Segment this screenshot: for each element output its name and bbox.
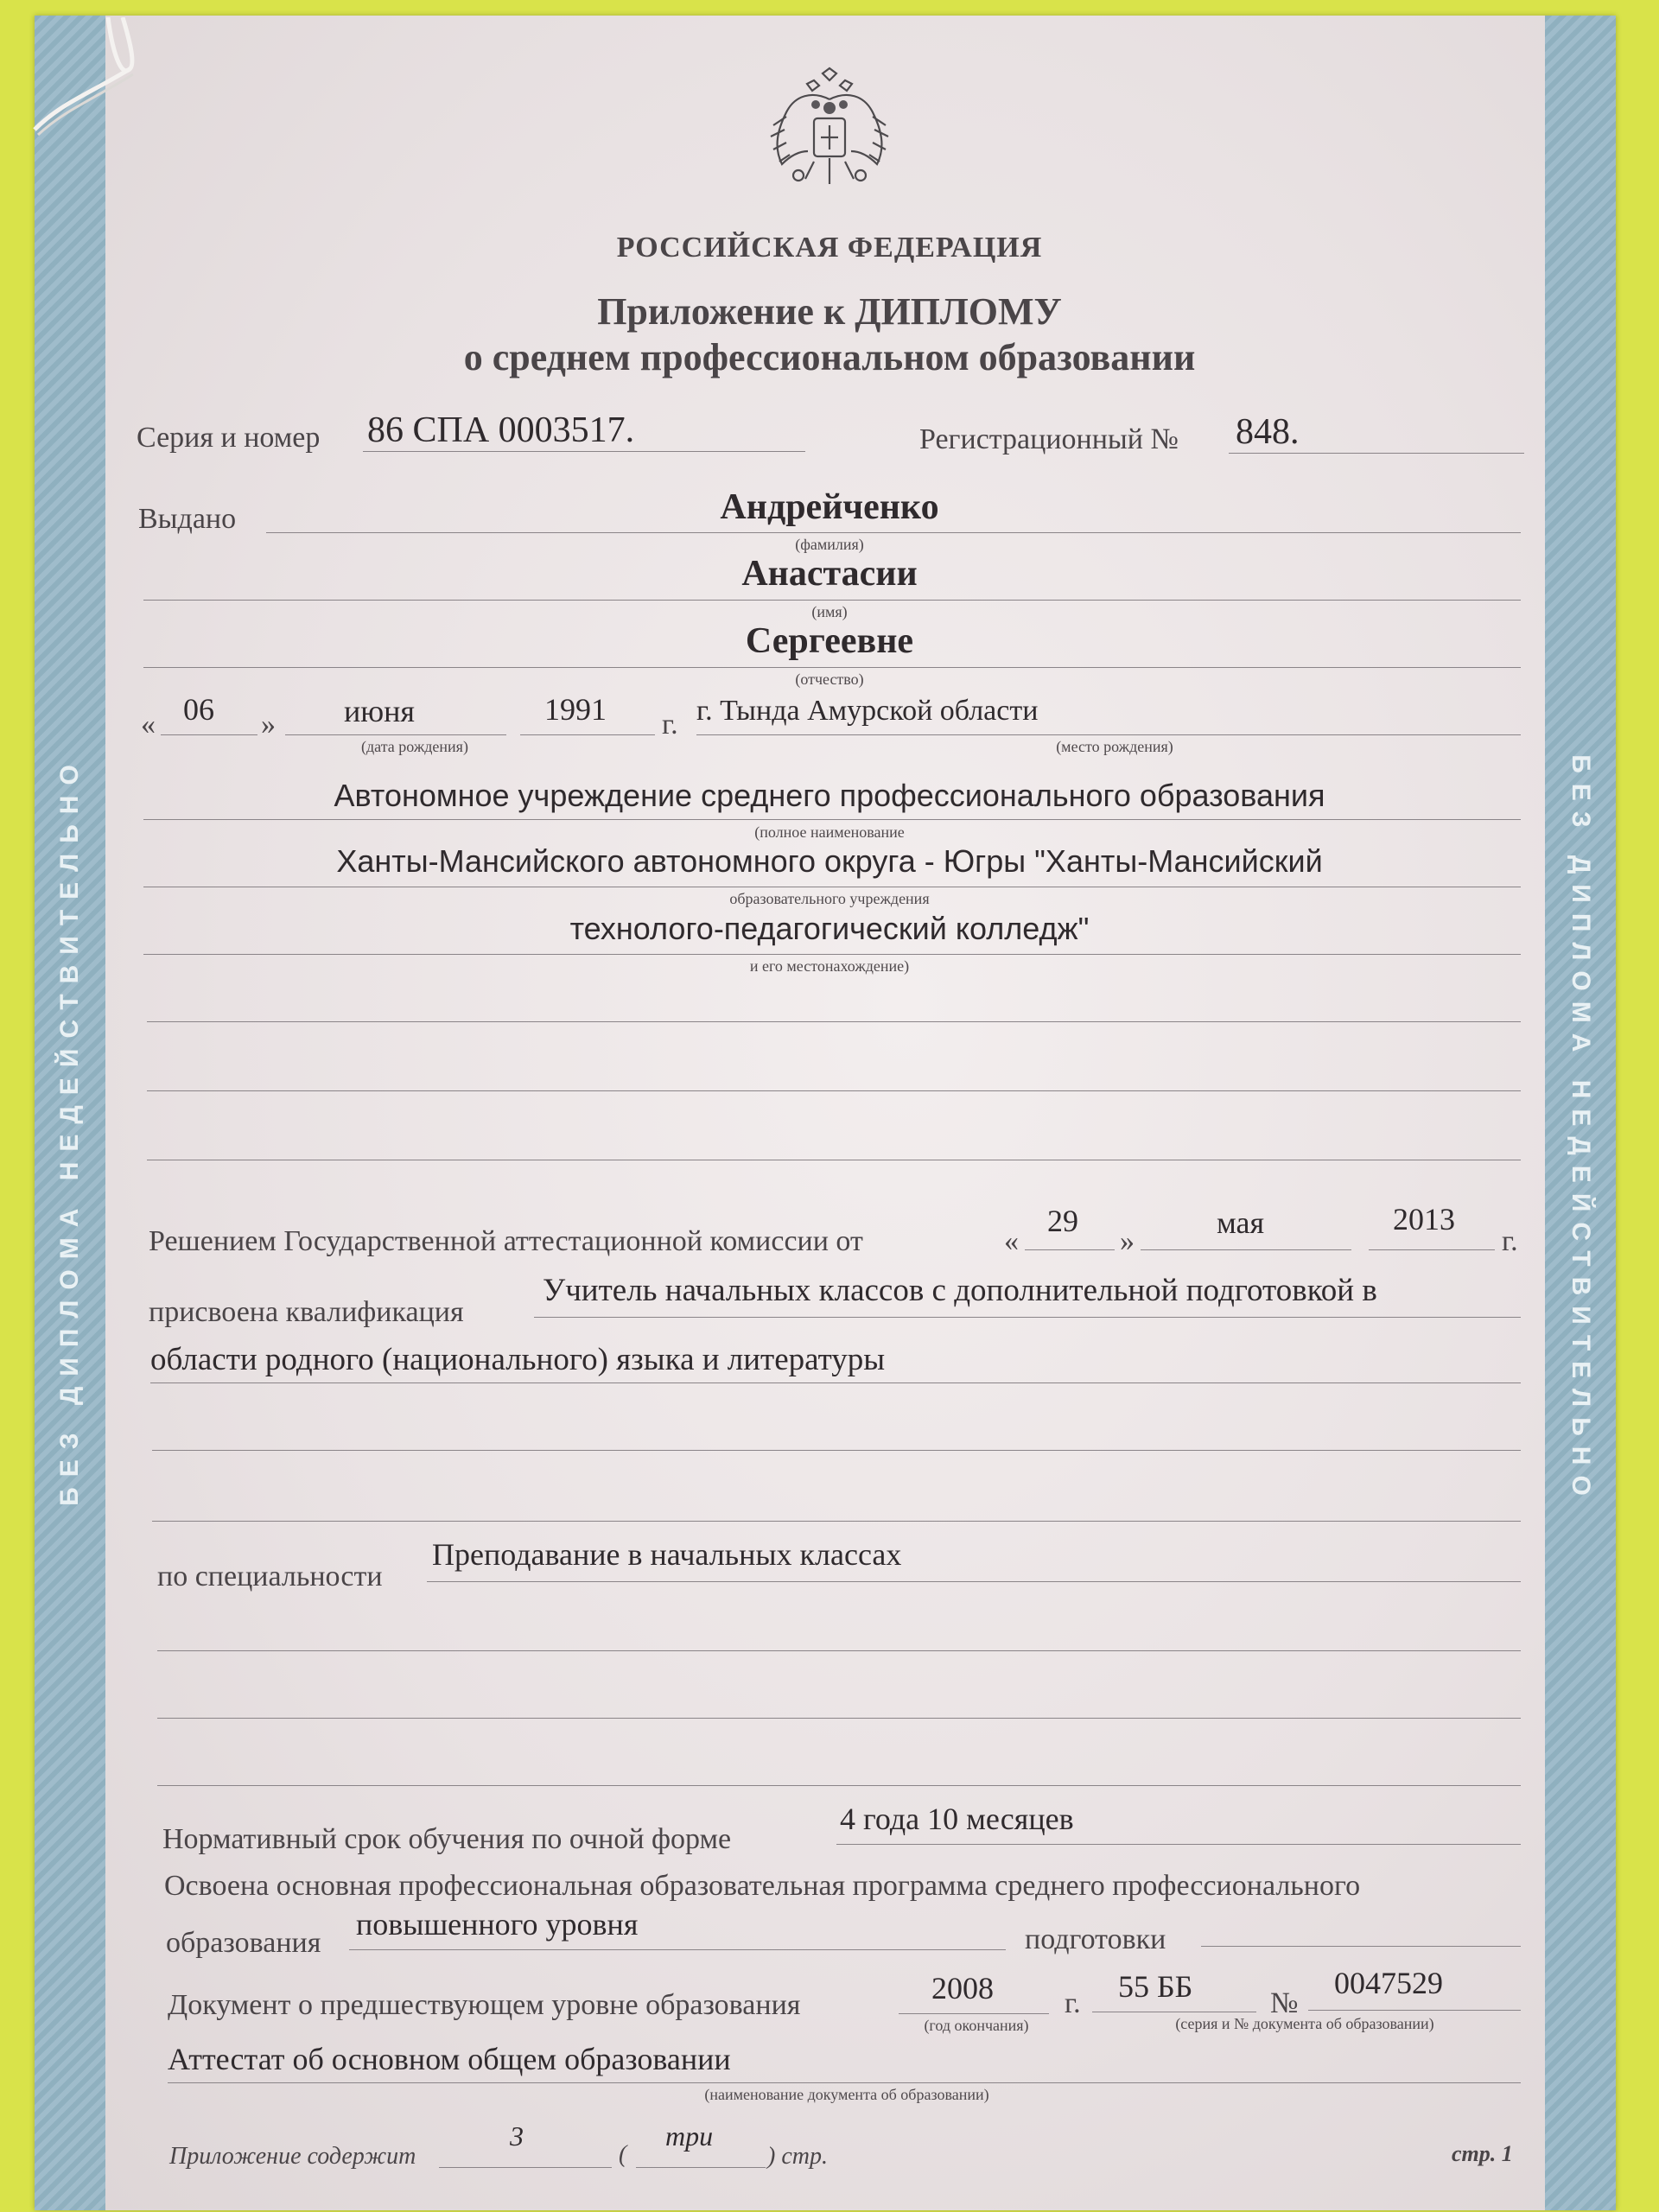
specialty-value: Преподавание в начальных классах <box>432 1537 902 1572</box>
birth-year-line <box>520 734 655 735</box>
decision-label: Решением Государственной аттестационной комиссии от <box>149 1225 863 1257</box>
blank-line-6 <box>157 1650 1521 1651</box>
prev-doc-number: 0047529 <box>1334 1966 1443 2000</box>
decision-month-line <box>1141 1249 1351 1250</box>
surname-caption: (фамилия) <box>795 536 864 553</box>
blank-line-4 <box>152 1450 1521 1451</box>
decision-month: мая <box>1217 1205 1265 1240</box>
institution-line-3-rule <box>143 954 1521 955</box>
qualification-line-1-rule <box>534 1317 1521 1318</box>
name-line <box>143 600 1521 601</box>
prev-doc-label: Документ о предшествующем уровне образования <box>168 1989 801 2021</box>
birth-date-caption: (дата рождения) <box>361 738 468 755</box>
coat-of-arms-icon <box>760 65 899 203</box>
patronymic-caption: (отчество) <box>795 671 864 688</box>
birth-place: г. Тында Амурской области <box>696 695 1039 727</box>
prev-doc-year-caption: (год окончания) <box>924 2017 1029 2034</box>
footer-page-label: стр. 1 <box>1452 2141 1513 2166</box>
program-value-line <box>349 1949 1006 1950</box>
decision-year-suffix: г. <box>1502 1225 1518 1257</box>
program-label: образования <box>166 1927 321 1959</box>
specialty-label: по специальности <box>157 1560 383 1592</box>
registration-line <box>1229 453 1524 454</box>
institution-caption-1: (полное наименование <box>754 823 905 841</box>
institution-line-2: Ханты-Мансийского автономного округа - Югры "Ханты-Мансийский <box>336 843 1323 879</box>
name-caption: (имя) <box>811 603 848 620</box>
prev-doc-number-line <box>1308 2010 1521 2011</box>
patronymic-value: Сергеевне <box>745 621 914 661</box>
footer-close-suffix: ) стр. <box>767 2143 828 2170</box>
prev-doc-name-caption: (наименование документа об образовании) <box>704 2086 989 2103</box>
footer-pages-num: 3 <box>510 2120 524 2152</box>
patronymic-line <box>143 667 1521 668</box>
qualification-line-2: области родного (национального) языка и литературы <box>150 1342 886 1377</box>
program-suffix: подготовки <box>1025 1923 1166 1955</box>
birth-place-caption: (место рождения) <box>1056 738 1173 755</box>
birth-year: 1991 <box>544 692 607 727</box>
prev-doc-number-label: № <box>1270 1987 1299 2019</box>
birth-day: 06 <box>183 692 214 727</box>
blank-line-2 <box>147 1090 1521 1091</box>
blank-line-1 <box>147 1021 1521 1022</box>
birth-close-quote: » <box>261 709 276 741</box>
name-value: Анастасии <box>741 554 918 594</box>
decision-close-quote: » <box>1120 1225 1135 1257</box>
qualification-line-2-rule <box>150 1382 1521 1383</box>
decision-day: 29 <box>1047 1204 1078 1238</box>
binding-thread-icon <box>26 17 138 138</box>
qualification-line-1: Учитель начальных классов с дополнительной подготовкой в <box>543 1273 1377 1308</box>
birth-year-suffix: г. <box>662 709 678 741</box>
institution-caption-2: образовательного учреждения <box>729 890 930 907</box>
prev-doc-name: Аттестат об основном общем образовании <box>168 2042 731 2076</box>
program-line-1: Освоена основная профессиональная образовательная программа среднего профессионального <box>164 1870 1361 1902</box>
footer-pages-word: три <box>665 2120 714 2152</box>
birth-day-line <box>161 734 257 735</box>
registration-label: Регистрационный № <box>919 423 1179 455</box>
decision-year: 2013 <box>1393 1202 1455 1236</box>
decision-day-line <box>1025 1249 1115 1250</box>
country-heading: РОССИЙСКАЯ ФЕДЕРАЦИЯ <box>616 232 1043 264</box>
birth-month-line <box>285 734 506 735</box>
term-value: 4 года 10 месяцев <box>840 1802 1074 1836</box>
institution-line-1: Автономное учреждение среднего профессионального образования <box>334 778 1325 813</box>
institution-line-3: технолого-педагогический колледж" <box>569 911 1090 946</box>
decision-year-line <box>1369 1249 1495 1250</box>
prev-doc-year: 2008 <box>931 1971 994 2005</box>
footer-pages-word-line <box>636 2167 766 2168</box>
prev-doc-year-line <box>899 2013 1049 2014</box>
registration-value: 848. <box>1236 412 1300 452</box>
term-label: Нормативный срок обучения по очной форме <box>162 1823 732 1855</box>
birth-month: июня <box>344 694 415 728</box>
serial-value: 86 СПА 0003517. <box>367 410 635 450</box>
blank-line-5 <box>152 1521 1521 1522</box>
title-line-2: о среднем профессиональном образовании <box>463 336 1196 378</box>
serial-line <box>363 451 805 452</box>
blank-line-7 <box>157 1718 1521 1719</box>
qualification-label: присвоена квалификация <box>149 1296 464 1328</box>
prev-doc-series: 55 ББ <box>1118 1969 1193 2004</box>
birth-place-line <box>696 734 1521 735</box>
surname-value: Андрейченко <box>720 487 939 527</box>
surname-line <box>266 532 1521 533</box>
term-line <box>836 1844 1521 1845</box>
birth-open-quote: « <box>141 709 156 741</box>
specialty-line <box>427 1581 1521 1582</box>
program-value: повышенного уровня <box>356 1907 639 1942</box>
decision-open-quote: « <box>1004 1225 1019 1257</box>
footer-contains-label: Приложение содержит <box>169 2143 416 2170</box>
institution-caption-3: и его местонахождение) <box>749 957 910 975</box>
prev-doc-year-suffix: г. <box>1065 1987 1081 2019</box>
serial-label: Серия и номер <box>137 422 321 454</box>
institution-line-1-rule <box>143 819 1521 820</box>
footer-open-paren: ( <box>619 2141 627 2168</box>
prev-doc-series-caption: (серия и № документа об образовании) <box>1175 2015 1434 2032</box>
footer-pages-num-line <box>439 2167 612 2168</box>
blank-line-8 <box>157 1785 1521 1786</box>
prev-doc-name-line <box>168 2082 1521 2083</box>
program-suffix-line <box>1201 1946 1521 1947</box>
issued-label: Выдано <box>138 503 237 535</box>
right-band-text: БЕЗ ДИПЛОМА НЕДЕЙСТВИТЕЛЬНО <box>1567 754 1595 1506</box>
title-line-1: Приложение к ДИПЛОМУ <box>597 290 1062 333</box>
left-band-text: БЕЗ ДИПЛОМА НЕДЕЙСТВИТЕЛЬНО <box>55 754 84 1506</box>
